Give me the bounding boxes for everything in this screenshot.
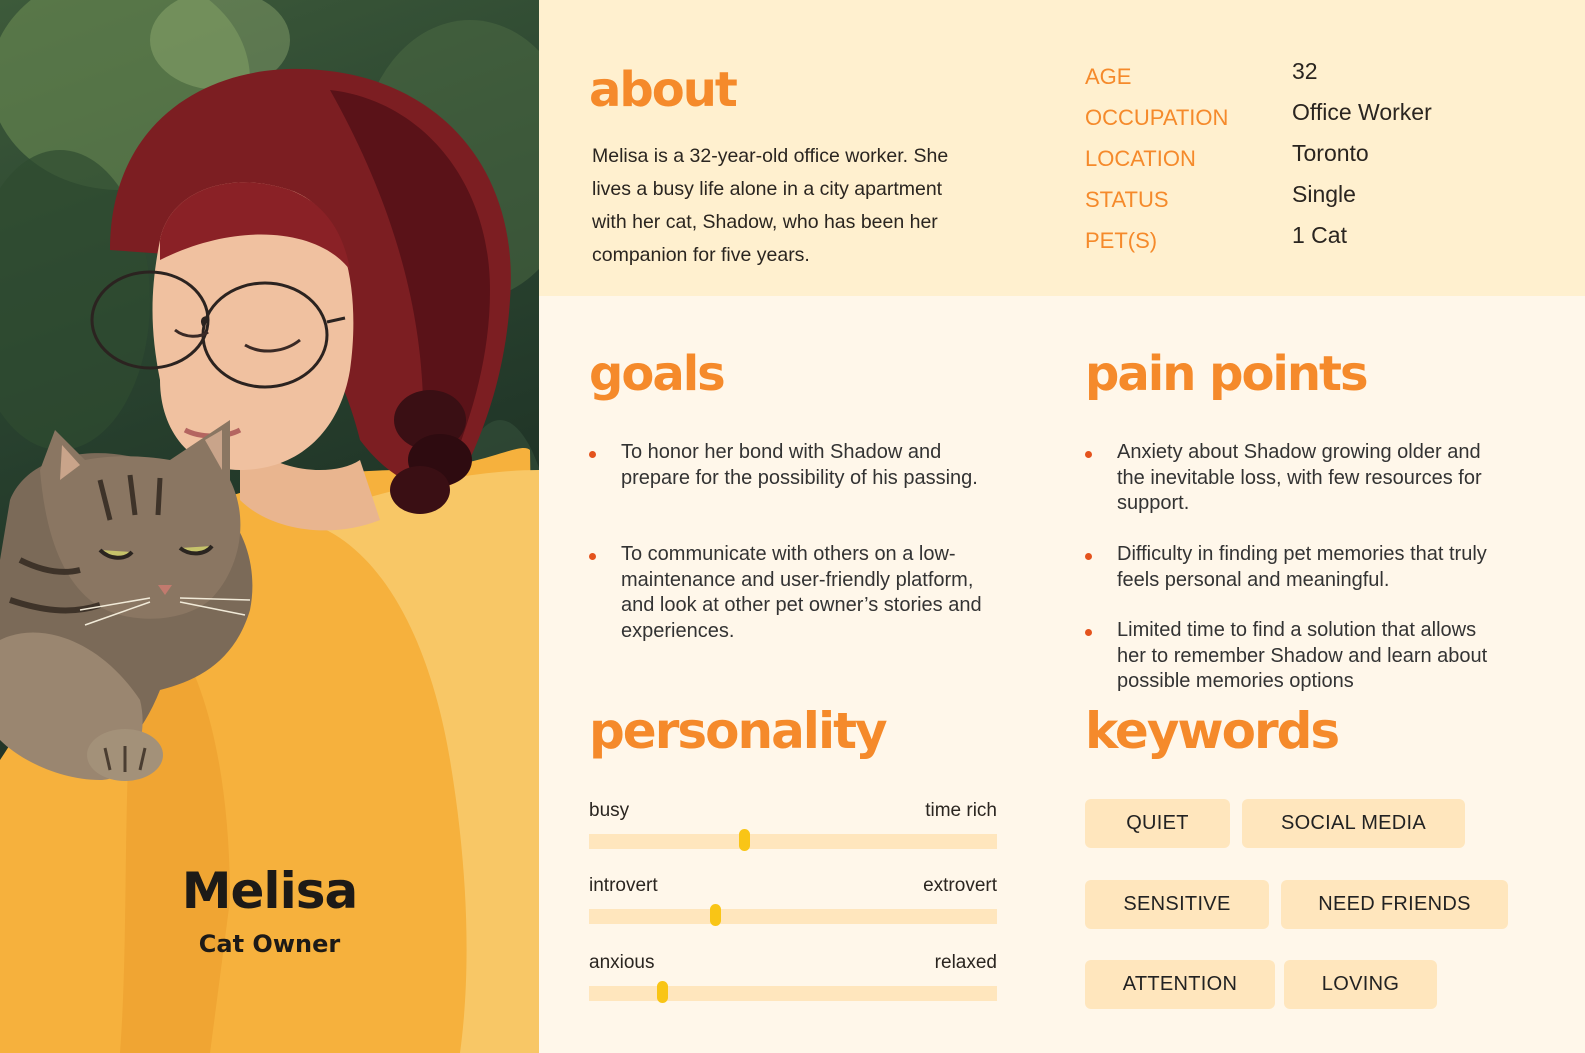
fact-value: 32 bbox=[1292, 58, 1318, 84]
slider-right-label: extrovert bbox=[923, 875, 997, 896]
fact-row-age bbox=[1085, 58, 1505, 98]
slider-left-label: busy bbox=[589, 800, 630, 821]
fact-row-occupation bbox=[1085, 99, 1505, 139]
about-text: Melisa is a 32-year-old office worker. She lives a busy life alone in a city apartment with her cat, Shadow, who has been her companion for five years. bbox=[592, 145, 949, 266]
fact-value: Office Worker bbox=[1292, 99, 1432, 125]
bullet-icon bbox=[1085, 629, 1092, 636]
fact-label: AGE bbox=[1085, 64, 1132, 89]
keyword-chip-attention: ATTENTION bbox=[1085, 960, 1275, 1009]
fact-label: LOCATION bbox=[1085, 146, 1196, 171]
goal-text: To honor her bond with Shadow and prepare for the possibility of his passing. bbox=[621, 441, 978, 489]
goals-heading: goals bbox=[589, 346, 724, 402]
slider-left-label: anxious bbox=[589, 952, 655, 973]
keyword-chip-loving: LOVING bbox=[1284, 960, 1437, 1009]
bullet-icon bbox=[589, 451, 596, 458]
fact-label: STATUS bbox=[1085, 187, 1169, 212]
fact-label: PET(S) bbox=[1085, 228, 1158, 253]
fact-value: Toronto bbox=[1292, 140, 1369, 166]
persona-photo bbox=[0, 0, 539, 1053]
fact-row-pets bbox=[1085, 222, 1505, 262]
pain-point-text: Limited time to find a solution that allows her to remember Shadow and learn about possible memories options bbox=[1117, 619, 1488, 692]
bullet-icon bbox=[589, 553, 596, 560]
keywords-heading: keywords bbox=[1085, 702, 1339, 760]
persona-name: Melisa bbox=[181, 862, 358, 920]
bullet-icon bbox=[1085, 451, 1092, 458]
fact-value: Single bbox=[1292, 181, 1356, 207]
fact-label: OCCUPATION bbox=[1085, 105, 1229, 130]
about-heading: about bbox=[589, 62, 736, 118]
goal-text: To communicate with others on a low-maintenance and user-friendly platform, and look at other pet owner’s stories and experiences. bbox=[621, 543, 982, 642]
persona-role: Cat Owner bbox=[198, 930, 341, 958]
slider-track bbox=[589, 986, 997, 1001]
fact-row-status bbox=[1085, 181, 1505, 221]
keyword-chip-sensitive: SENSITIVE bbox=[1085, 880, 1269, 929]
personality-slider-busy bbox=[589, 800, 997, 860]
slider-knob bbox=[657, 981, 668, 1003]
bullet-icon bbox=[1085, 553, 1092, 560]
keyword-chip-need-friends: NEED FRIENDS bbox=[1281, 880, 1508, 929]
fact-value: 1 Cat bbox=[1292, 222, 1347, 248]
slider-left-label: introvert bbox=[589, 875, 658, 896]
pain-point-text: Anxiety about Shadow growing older and the inevitable loss, with few resources for support. bbox=[1117, 441, 1482, 514]
slider-right-label: time rich bbox=[925, 800, 997, 821]
personality-slider-introvert bbox=[589, 875, 997, 935]
slider-track bbox=[589, 909, 997, 924]
slider-knob bbox=[710, 904, 721, 926]
personality-slider-anxious bbox=[589, 952, 997, 1012]
slider-right-label: relaxed bbox=[934, 952, 997, 973]
pain-point-text: Difficulty in finding pet memories that truly feels personal and meaningful. bbox=[1117, 543, 1487, 591]
pain-points-heading: pain points bbox=[1085, 346, 1367, 402]
fact-row-location bbox=[1085, 140, 1505, 180]
slider-knob bbox=[739, 829, 750, 851]
keyword-chip-social-media: SOCIAL MEDIA bbox=[1242, 799, 1465, 848]
slider-track bbox=[589, 834, 997, 849]
personality-heading: personality bbox=[589, 702, 886, 760]
keyword-chip-quiet: QUIET bbox=[1085, 799, 1230, 848]
